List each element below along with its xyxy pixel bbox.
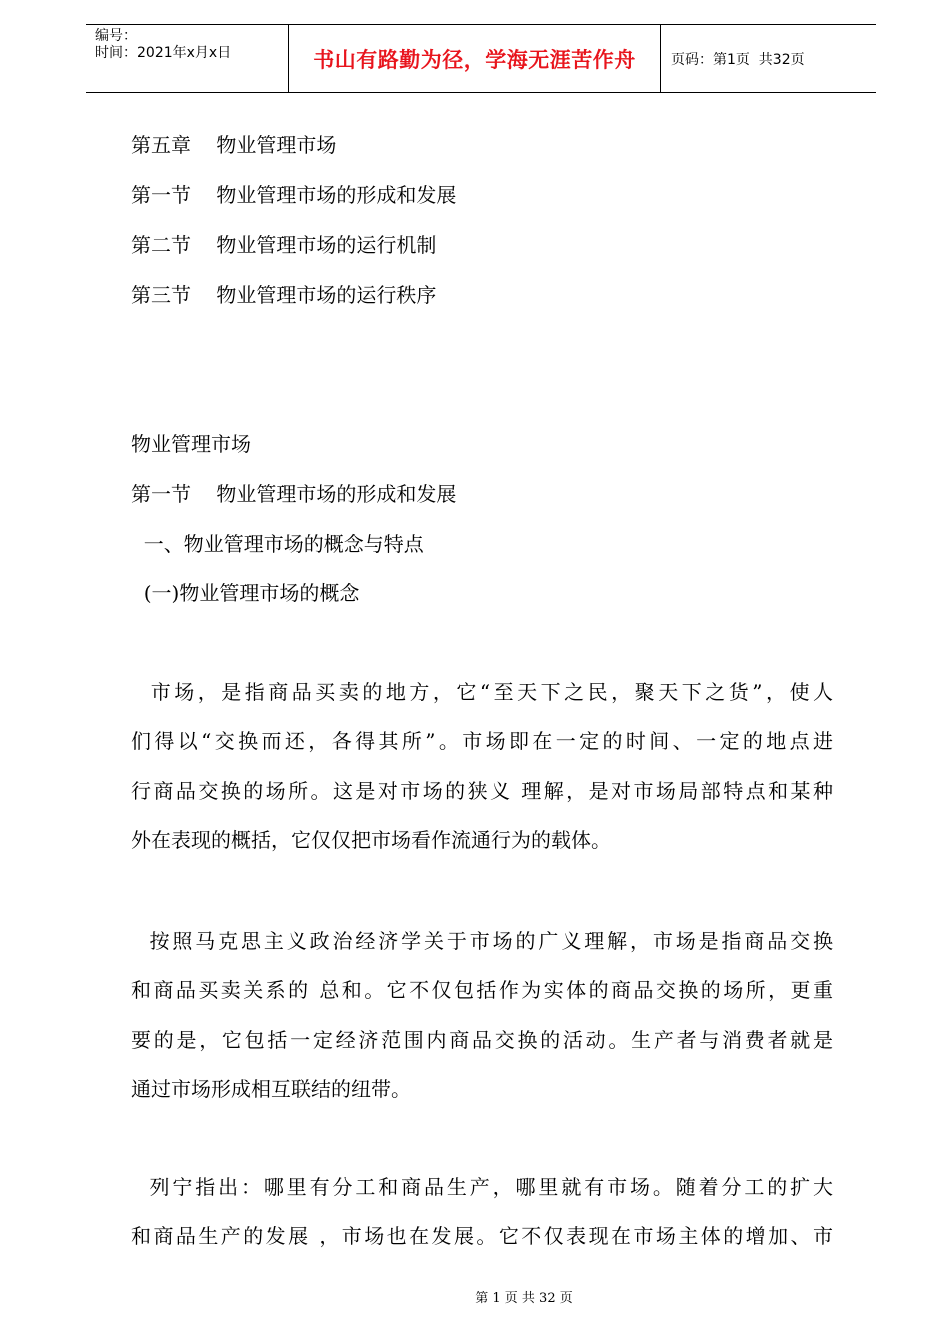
paragraph-line: 外在表现的概括，它仅仅把市场看作流通行为的载体。	[131, 827, 611, 852]
header-motto: 书山有路勤为径，学海无涯苦作舟	[313, 47, 636, 72]
paragraph-line: 列宁指出：哪里有分工和商品生产，哪里就有市场。随着分工的扩大	[131, 1175, 833, 1199]
section-subtitle: 第一节 物业管理市场的形成和发展	[131, 482, 457, 506]
paragraph-line: 要的是，它包括一定经济范围内商品交换的活动。生产者与消费者就是	[131, 1027, 833, 1052]
section-subheading: (一)物业管理市场的概念	[131, 581, 360, 605]
paragraph-line: 按照马克思主义政治经济学关于市场的广义理解，市场是指商品交换	[131, 929, 833, 953]
paragraph-line: 市场，是指商品买卖的地方，它“至天下之民，聚天下之货”，使人	[131, 680, 833, 704]
toc-item: 第一节 物业管理市场的形成和发展	[131, 183, 457, 207]
header-motto-cell	[288, 25, 661, 92]
document-time-label: 时间：2021年x月x日	[95, 45, 232, 61]
page-footer: 第 1 页 共 32 页	[475, 1291, 573, 1306]
paragraph-line: 们得以“交换而还，各得其所”。市场即在一定的时间、一定的地点进	[131, 729, 833, 754]
document-number-label: 编号：	[95, 28, 137, 44]
body-paragraph	[131, 668, 833, 865]
toc-item: 第三节 物业管理市场的运行秩序	[131, 283, 437, 307]
toc-item: 第五章 物业管理市场	[131, 133, 337, 157]
header-page-cell	[661, 25, 876, 92]
section-heading: 一、物业管理市场的概念与特点	[131, 532, 424, 556]
paragraph-line: 和商品买卖关系的 总和。它不仅包括作为实体的商品交换的场所，更重	[131, 978, 833, 1003]
body-paragraph	[131, 917, 833, 1114]
toc-item: 第二节 物业管理市场的运行机制	[131, 233, 437, 257]
document-header	[86, 24, 876, 93]
section-title: 物业管理市场	[131, 432, 251, 456]
header-meta	[86, 25, 288, 92]
paragraph-line: 行商品交换的场所。这是对市场的狭义 理解，是对市场局部特点和某种	[131, 778, 833, 803]
paragraph-line: 和商品生产的发展 ，市场也在发展。它不仅表现在市场主体的增加、市	[131, 1224, 833, 1249]
body-paragraph	[131, 1163, 833, 1262]
paragraph-line: 通过市场形成相互联结的纽带。	[131, 1076, 411, 1101]
header-page-info: 页码：第1页 共32页	[671, 51, 805, 68]
